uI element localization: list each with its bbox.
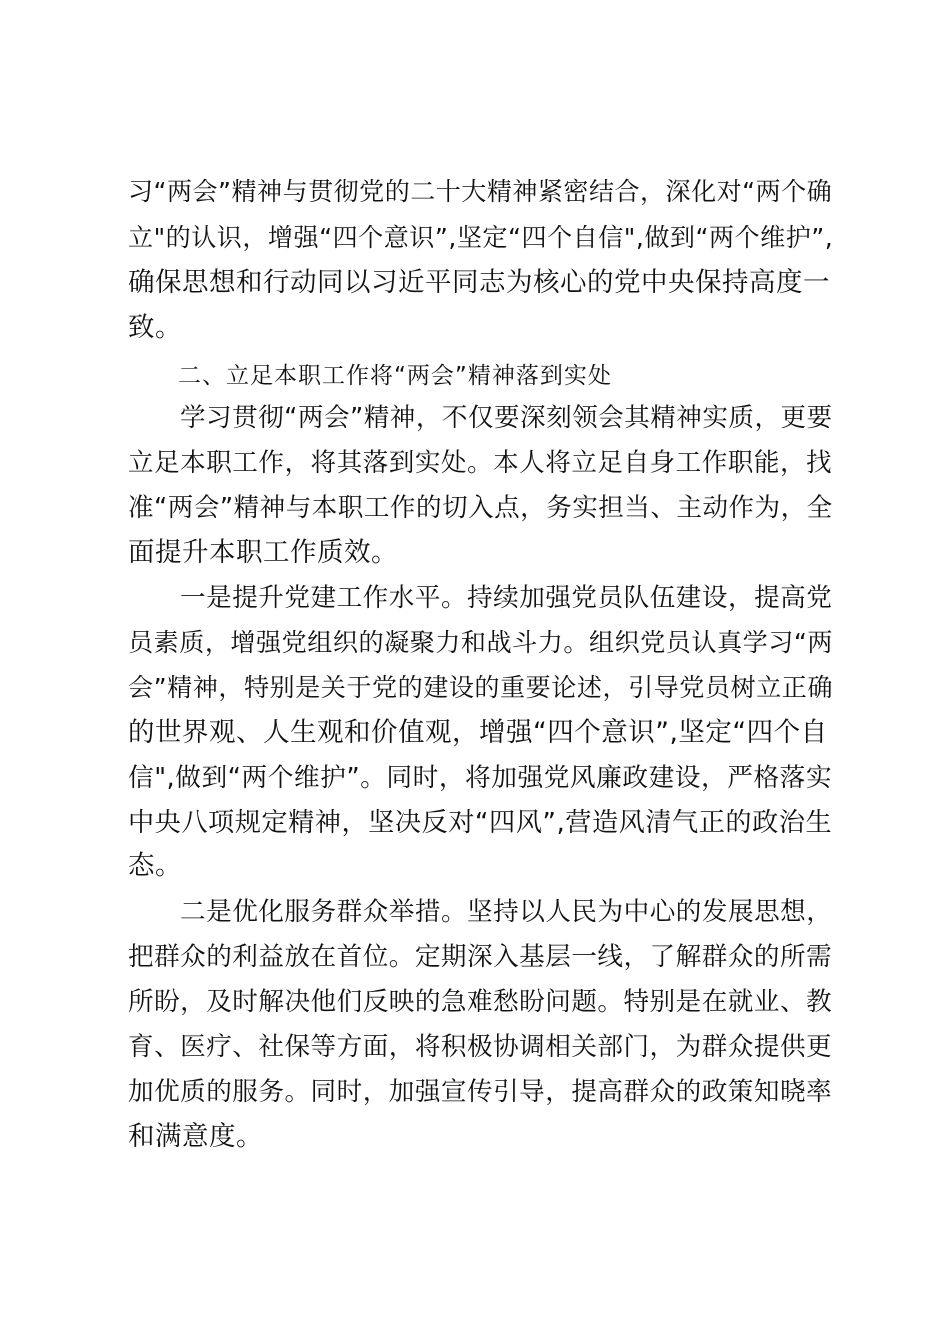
- paragraph-line: 和满意度。: [128, 1121, 263, 1152]
- paragraph-line: 态。: [128, 850, 182, 881]
- paragraph-line: 育、医疗、社保等方面，将积极协调相关部门，为群众提供更: [128, 1032, 833, 1062]
- paragraph-line: 会”精神，特别是关于党的建设的重要论述，引导党员树立正确: [128, 673, 833, 702]
- paragraph-line: 立足本职工作，将其落到实处。本人将立足自身工作职能，找: [128, 448, 833, 478]
- paragraph-line: 准“两会”精神与本职工作的切入点，务实担当、主动作为，全: [128, 493, 833, 523]
- paragraph-line: 所盼，及时解决他们反映的急难愁盼问题。特别是在就业、教: [128, 987, 833, 1017]
- paragraph-line: 二是优化服务群众举措。坚持以人民为中心的发展思想，: [180, 897, 833, 927]
- paragraph-line: 加优质的服务。同时，加强宣传引导，提高群众的政策知晓率: [128, 1077, 833, 1107]
- paragraph-line: 一是提升党建工作水平。持续加强党员队伍建设，提高党: [180, 583, 833, 613]
- paragraph-line: 把群众的利益放在首位。定期深入基层一线，了解群众的所需: [128, 942, 833, 972]
- paragraph-line: 致。: [128, 312, 182, 343]
- paragraph-line: 习“两会”精神与贯彻党的二十大精神紧密结合，深化对“两个确: [128, 177, 833, 206]
- paragraph-line: 的世界观、人生观和价值观，增强“四个意识”,坚定“四个自: [128, 717, 828, 748]
- paragraph-line: 确保思想和行动同以习近平同志为核心的党中央保持高度一: [128, 267, 830, 298]
- paragraph-line: 信",做到“两个维护”。同时，将加强党风廉政建设，严格落实: [128, 763, 833, 793]
- paragraph-line: 中央八项规定精神，坚决反对“四风”,营造风清气正的政治生: [128, 808, 833, 838]
- paragraph-line: 员素质，增强党组织的凝聚力和战斗力。组织党员认真学习“两: [128, 628, 833, 657]
- paragraph-line: 面提升本职工作质效。: [128, 537, 398, 568]
- paragraph-line: 立"的认识，增强“四个意识”,坚定“四个自信",做到“两个维护”,: [128, 223, 834, 252]
- section-heading: 二、立足本职工作将“两会”精神落到实处: [178, 363, 612, 389]
- paragraph-line: 学习贯彻“两会”精神，不仅要深刻领会其精神实质，更要: [180, 403, 833, 433]
